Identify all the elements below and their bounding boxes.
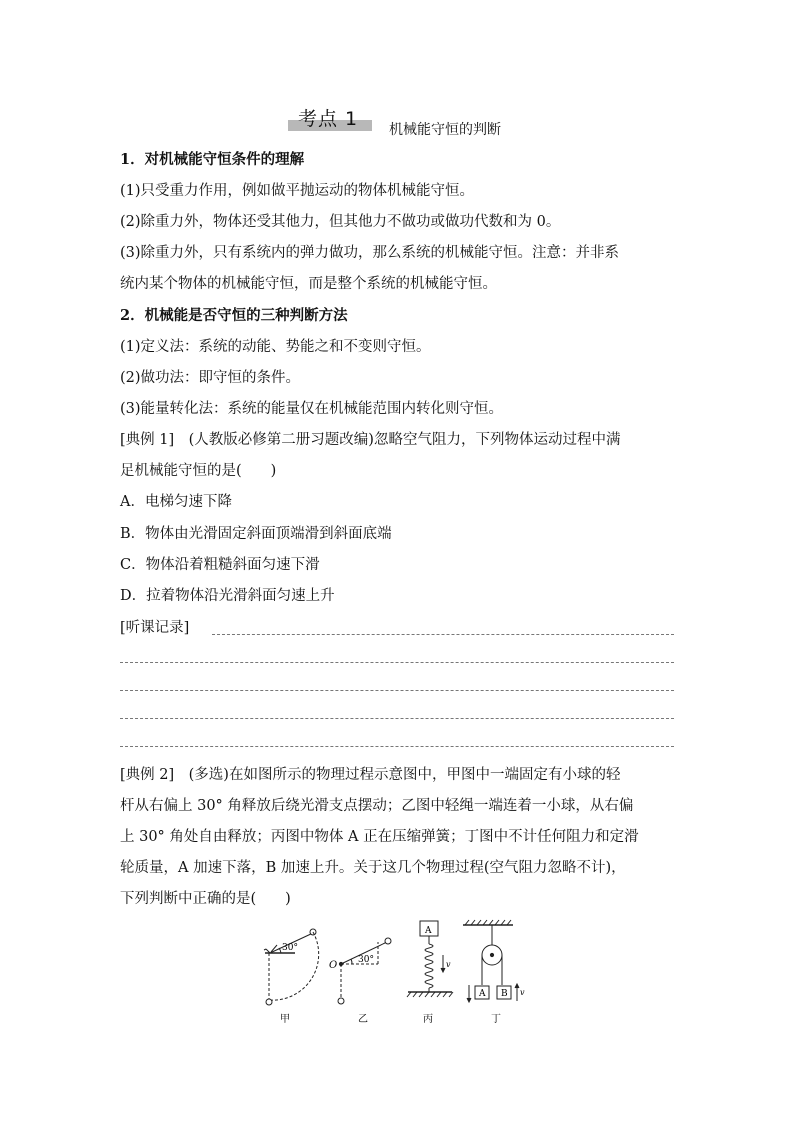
notes-line-1: [212, 634, 674, 635]
block-b-label-ding: B: [501, 989, 508, 999]
part1-item-3: (3)除重力外，只有系统内的弹力做功，那么系统的机械能守恒。注意：并非系: [120, 245, 620, 261]
part1-item-2: (2)除重力外，物体还受其他力，但其他力不做功或做功代数和为 0。: [120, 214, 561, 230]
notes-line-3: [120, 690, 674, 691]
notes-line-4: [120, 718, 674, 719]
caption-ding: 丁: [491, 1014, 501, 1025]
example2-stem-3: 上 30° 角处自由释放；丙图中物体 A 正在压缩弹簧；丁图中不计任何阻力和定滑: [120, 829, 639, 845]
physics-figure: [255, 915, 545, 1030]
example2-stem-1: [典例 2] (多选)在如图所示的物理过程示意图中，甲图中一端固定有小球的轻: [120, 767, 621, 783]
notes-line-5: [120, 746, 674, 747]
example1-stem-2: 足机械能守恒的是( ): [120, 463, 277, 479]
part1-item-1: (1)只受重力作用，例如做平抛运动的物体机械能守恒。: [120, 183, 475, 199]
block-a-label-ding: A: [479, 989, 486, 999]
angle-label-jia: 30°: [282, 943, 298, 953]
example1-stem-1: [典例 1] (人教版必修第二册习题改编)忽略空气阻力，下列物体运动过程中满: [120, 432, 621, 448]
example2-stem-2: 杆从右偏上 30° 角释放后绕光滑支点摆动；乙图中轻绳一端连着一小球，从右偏: [120, 798, 634, 814]
caption-yi: 乙: [358, 1014, 368, 1025]
part1-heading: 1．对机械能守恒条件的理解: [120, 151, 305, 168]
example1-option-b: B．物体由光滑固定斜面顶端滑到斜面底端: [120, 526, 392, 542]
figure-ding: [463, 920, 519, 1002]
part2-item-3: (3)能量转化法：系统的能量仅在机械能范围内转化则守恒。: [120, 401, 504, 417]
caption-jia: 甲: [280, 1014, 290, 1025]
section-title: 机械能守恒的判断: [389, 122, 501, 138]
notes-label: [听课记录]: [120, 620, 190, 636]
part1-item-3-cont: 统内某个物体的机械能守恒，而是整个系统的机械能守恒。: [120, 276, 497, 292]
section-header: [288, 104, 548, 138]
example1-option-c: C．物体沿着粗糙斜面匀速下滑: [120, 557, 320, 573]
part2-item-2: (2)做功法：即守恒的条件。: [120, 370, 301, 386]
example1-option-a: A．电梯匀速下降: [120, 494, 232, 510]
figure-yi: [338, 938, 391, 1004]
example2-stem-4: 轮质量，A 加速下落，B 加速上升。关于这几个物理过程(空气阻力忽略不计)，: [120, 860, 626, 876]
part2-item-1: (1)定义法：系统的动能、势能之和不变则守恒。: [120, 339, 431, 355]
block-a-label-bing: A: [425, 926, 432, 936]
example2-stem-5: 下列判断中正确的是( ): [120, 891, 291, 907]
section-tag: 考点 1: [298, 108, 359, 130]
caption-bing: 丙: [423, 1014, 433, 1025]
velocity-label-bing: v: [446, 960, 451, 969]
point-o-label: O: [329, 960, 338, 971]
figure-jia: [264, 929, 319, 1005]
velocity-label-ding: v: [520, 988, 525, 997]
example1-option-d: D．拉着物体沿光滑斜面匀速上升: [120, 588, 335, 604]
part2-heading: 2．机械能是否守恒的三种判断方法: [120, 307, 348, 324]
angle-label-yi: 30°: [358, 955, 374, 965]
notes-line-2: [120, 662, 674, 663]
